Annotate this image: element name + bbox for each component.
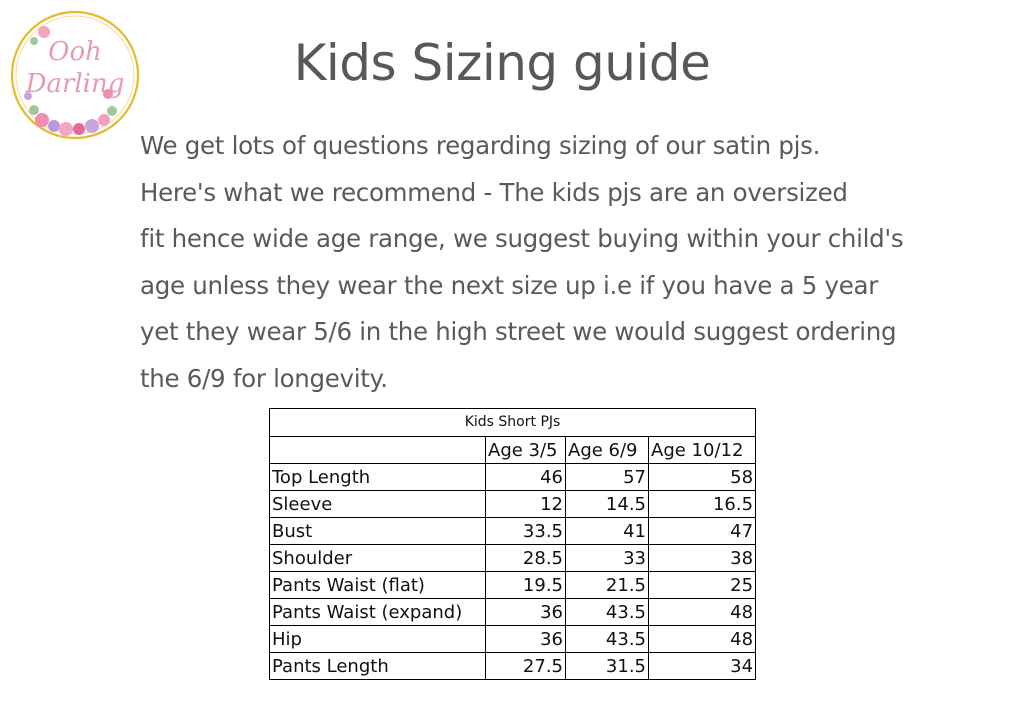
table-cell: 57 bbox=[566, 464, 649, 491]
table-cell: 19.5 bbox=[486, 572, 566, 599]
table-cell: 48 bbox=[649, 599, 756, 626]
table-row bbox=[270, 545, 756, 572]
measurement-label: Pants Waist (expand) bbox=[270, 599, 486, 626]
size-table bbox=[269, 408, 756, 680]
table-cell: 14.5 bbox=[566, 491, 649, 518]
table-cell: 21.5 bbox=[566, 572, 649, 599]
intro-line: Here's what we recommend - The kids pjs are an oversized bbox=[140, 177, 848, 207]
table-caption: Kids Short PJs bbox=[270, 409, 756, 437]
table-row bbox=[270, 653, 756, 680]
measurement-label: Hip bbox=[270, 626, 486, 653]
logo-text-line1: Ooh bbox=[48, 37, 102, 67]
page-title: Kids Sizing guide bbox=[293, 34, 711, 92]
intro-paragraph bbox=[140, 123, 990, 402]
table-cell: 27.5 bbox=[486, 653, 566, 680]
measurement-label: Top Length bbox=[270, 464, 486, 491]
column-header bbox=[270, 437, 486, 464]
intro-line: We get lots of questions regarding sizing of our satin pjs. bbox=[140, 131, 821, 160]
intro-line: age unless they wear the next size up i.e if you have a 5 year bbox=[140, 270, 878, 300]
measurement-label: Pants Length bbox=[270, 653, 486, 680]
measurement-label: Pants Waist (flat) bbox=[270, 572, 486, 599]
table-cell: 58 bbox=[649, 464, 756, 491]
column-header: Age 10/12 bbox=[649, 437, 756, 464]
table-cell: 47 bbox=[649, 518, 756, 545]
table-cell: 38 bbox=[649, 545, 756, 572]
table-row bbox=[270, 572, 756, 599]
table-caption-row bbox=[270, 409, 756, 437]
table-cell: 36 bbox=[486, 599, 566, 626]
table-cell: 36 bbox=[486, 626, 566, 653]
table-row bbox=[270, 491, 756, 518]
table-cell: 48 bbox=[649, 626, 756, 653]
table-header-row bbox=[270, 437, 756, 464]
table-cell: 33 bbox=[566, 545, 649, 572]
measurement-label: Bust bbox=[270, 518, 486, 545]
table-cell: 25 bbox=[649, 572, 756, 599]
table-row bbox=[270, 599, 756, 626]
table-cell: 46 bbox=[486, 464, 566, 491]
table-cell: 12 bbox=[486, 491, 566, 518]
table-cell: 41 bbox=[566, 518, 649, 545]
column-header: Age 3/5 bbox=[486, 437, 566, 464]
intro-line: yet they wear 5/6 in the high street we would suggest ordering bbox=[140, 317, 897, 346]
table-row bbox=[270, 626, 756, 653]
table-cell: 16.5 bbox=[649, 491, 756, 518]
table-row bbox=[270, 518, 756, 545]
measurement-label: Shoulder bbox=[270, 545, 486, 572]
intro-line: the 6/9 for longevity. bbox=[140, 363, 388, 393]
column-header: Age 6/9 bbox=[566, 437, 649, 464]
logo-text-line2: Darling bbox=[25, 69, 125, 99]
table-cell: 43.5 bbox=[566, 599, 649, 626]
table-row bbox=[270, 464, 756, 491]
table-cell: 28.5 bbox=[486, 545, 566, 572]
table-cell: 33.5 bbox=[486, 518, 566, 545]
intro-line: fit hence wide age range, we suggest buying within your child's bbox=[140, 224, 904, 253]
measurement-label: Sleeve bbox=[270, 491, 486, 518]
table-cell: 43.5 bbox=[566, 626, 649, 653]
table-cell: 34 bbox=[649, 653, 756, 680]
table-cell: 31.5 bbox=[566, 653, 649, 680]
